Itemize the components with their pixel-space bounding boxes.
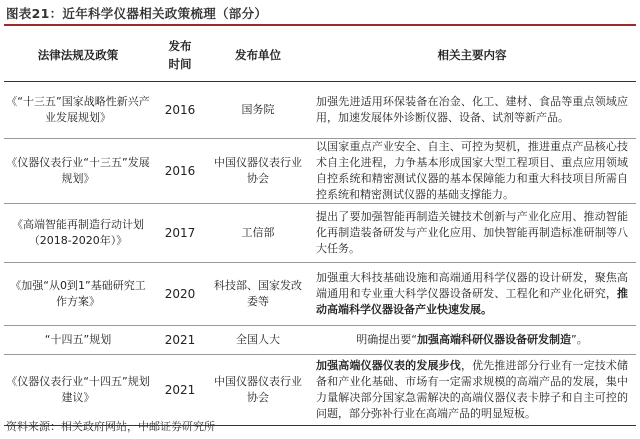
policy-table (4, 28, 636, 426)
table-row (4, 263, 636, 326)
content-text-end: ”。 (571, 333, 588, 346)
content-text: 加强先进适用环保装备在冶金、化工、建材、食品等重点领域应用，加速发展体外诊断仪器、设备、试剂等新产品。 (316, 95, 628, 124)
content-bold: 推动高端科学仪器设备产业快速发展。 (316, 287, 628, 316)
content-text-end: ，优先推进部分行业有一定技术储备和产业化基础、市场有一定需求规模的高端产品的发展，集中力量解决部分国家急需解决的高端仪器仪表卡脖子和自主可控的问题，部分弥补行业在高端产品的明显短板。 (316, 359, 629, 420)
cell-law: 《高端智能再制造行动计划（2018-2020年）》 (4, 204, 152, 263)
cell-year: 2021 (152, 326, 208, 355)
header-unit: 发布单位 (208, 28, 308, 82)
cell-content (308, 263, 636, 326)
cell-year: 2016 (152, 82, 208, 139)
cell-content (308, 355, 636, 426)
cell-law: 《“十三五”国家战略性新兴产业发展规划》 (4, 82, 152, 139)
cell-year: 2017 (152, 204, 208, 263)
cell-unit: 中国仪器仪表行业协会 (208, 355, 308, 426)
content-text: 提出了要加强智能再制造关键技术创新与产业化应用、推动智能化再制造装备研发与产业化应用、加快智能再制造标准研制等八大任务。 (316, 210, 628, 255)
content-text: 加强重大科技基础设施和高端通用科学仪器的设计研发，聚焦高端通用和专业重大科学仪器设备研发、工程化和产业化研究， (316, 271, 628, 300)
table-row (4, 204, 636, 263)
cell-law: 《仪器仪表行业“十三五”发展规划》 (4, 139, 152, 204)
table-row (4, 139, 636, 204)
cell-year: 2020 (152, 263, 208, 326)
cell-unit: 中国仪器仪表行业协会 (208, 139, 308, 204)
source-note: 资料来源：相关政府网站，中邮证券研究所 (6, 420, 215, 433)
cell-content (308, 139, 636, 204)
header-time-line2: 时间 (168, 56, 192, 71)
table-row (4, 326, 636, 355)
content-bold: 加强高端科研仪器设备研发制造 (417, 333, 571, 346)
cell-unit: 工信部 (208, 204, 308, 263)
cell-unit: 科技部、国家发改委等 (208, 263, 308, 326)
cell-unit: 全国人大 (208, 326, 308, 355)
cell-content (308, 82, 636, 139)
figure-title: 图表21：近年科学仪器相关政策梳理（部分） (6, 6, 268, 21)
cell-content (308, 204, 636, 263)
cell-unit: 国务院 (208, 82, 308, 139)
header-time-line1: 发布 (168, 38, 192, 53)
cell-year: 2021 (152, 355, 208, 426)
cell-year: 2016 (152, 139, 208, 204)
cell-law: 《加强“从0到1”基础研究工作方案》 (4, 263, 152, 326)
cell-law: “十四五”规划 (4, 326, 152, 355)
table-row (4, 82, 636, 139)
table-row (4, 355, 636, 426)
header-row (4, 28, 636, 82)
header-law: 法律法规及政策 (4, 28, 152, 82)
content-bold: 加强高端仪器仪表的发展步伐 (316, 359, 461, 372)
content-text: 以国家重点产业安全、自主、可控为契机，推进重点产品核心技术自主化进程，力争基本形成国家大型工程项目、重点应用领域自控系统和精密测试仪器的基本保障能力和重大科技项目所需自控系统和精密测试仪器的基础支撑能力。 (316, 140, 628, 201)
header-content: 相关主要内容 (308, 28, 636, 82)
cell-law: 《仪器仪表行业“十四五”规划建议》 (4, 355, 152, 426)
cell-content (308, 326, 636, 355)
title-rule (4, 24, 636, 26)
header-time (152, 28, 208, 82)
content-text: 明确提出要“ (356, 333, 417, 346)
